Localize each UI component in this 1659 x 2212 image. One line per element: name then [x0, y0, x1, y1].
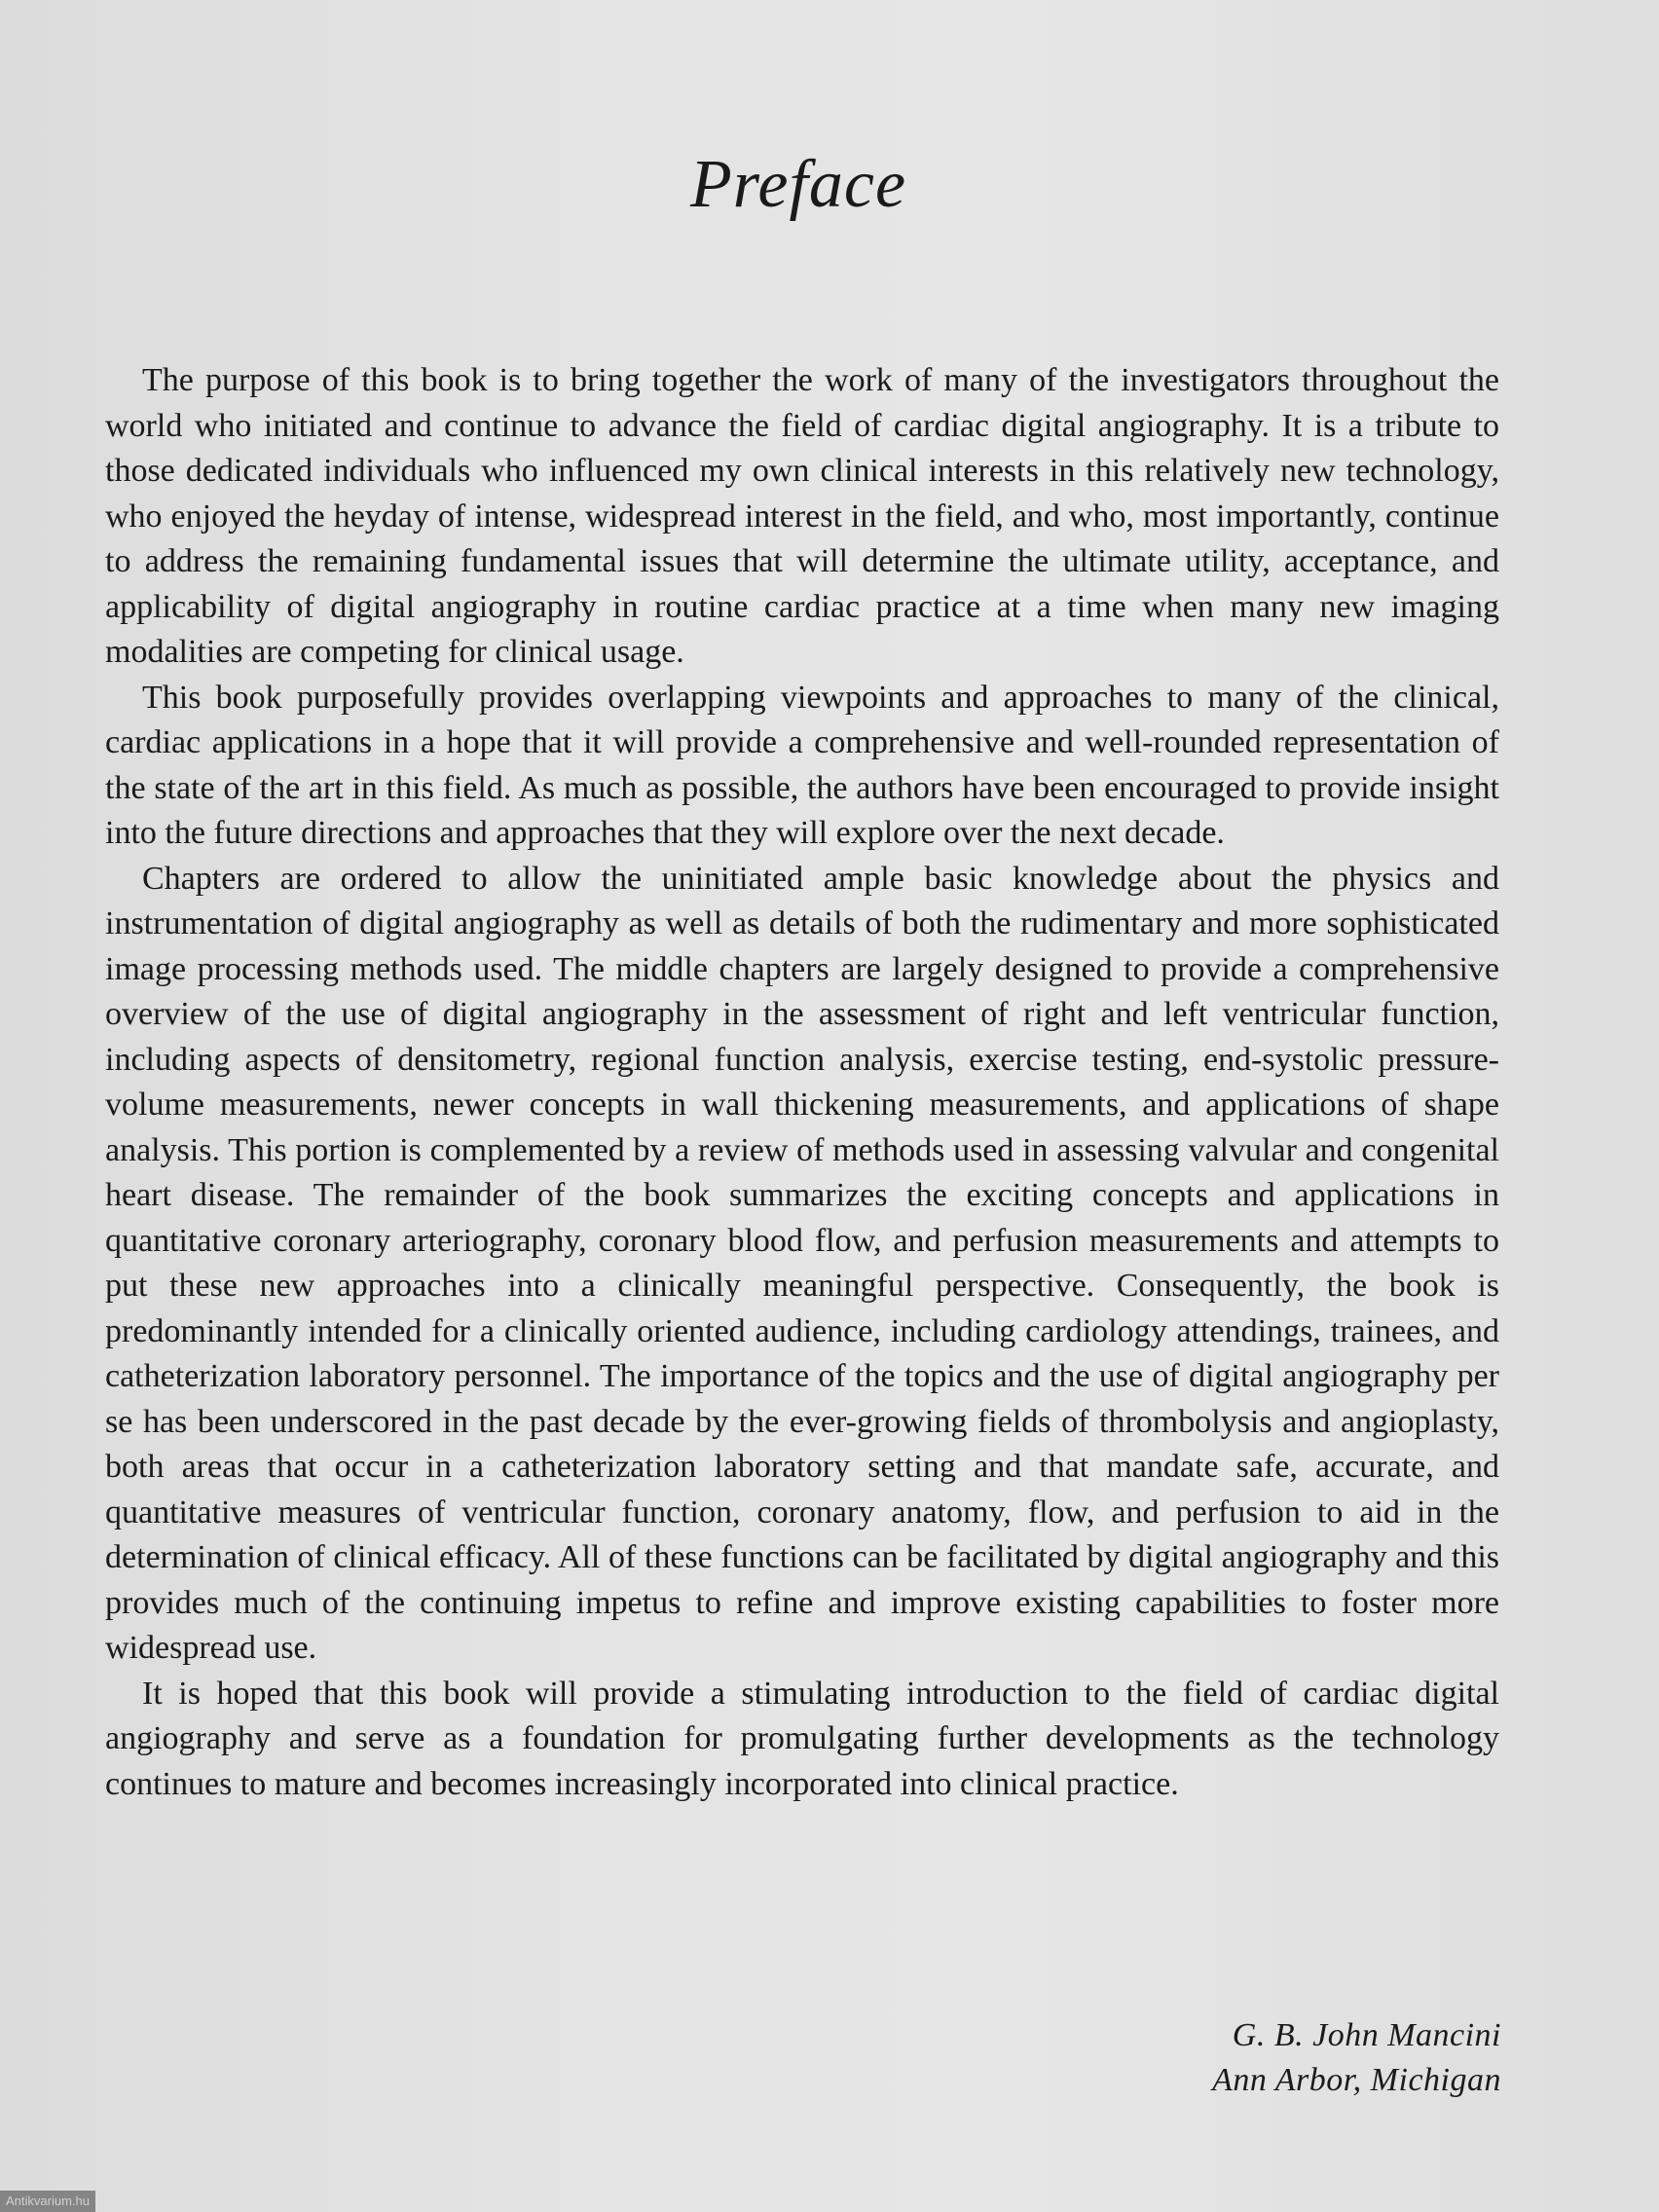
- author-location: Ann Arbor, Michigan: [1212, 2062, 1501, 2098]
- paragraph-3: Chapters are ordered to allow the uninitiated ample basic knowledge about the physics and instrumentation of digital angiography as well as details of both the rudimentary and more sophisticated image processing methods used. The middle chapters are largely designed to provide a comprehensive overview of the use of digital angiography in the assessment of right and left ventricular function, including aspects of densitometry, regional function analysis, exercise testing, end-systolic pressure-volume measurements, newer concepts in wall thickening measurements, and applications of shape analysis. This portion is complemented by a review of methods used in assessing valvular and congenital heart disease. The remainder of the book summarizes the exciting concepts and applications in quantitative coronary arteriography, coronary blood flow, and perfusion measurements and attempts to put these new approaches into a clinically meaningful perspective. Consequently, the book is predominantly intended for a clinically oriented audience, including cardiology attendings, trainees, and catheterization laboratory personnel. The importance of the topics and the use of digital angiography per se has been underscored in the past decade by the ever-growing fields of thrombolysis and angioplasty, both areas that occur in a catheterization laboratory setting and that mandate safe, accurate, and quantitative measures of ventricular function, coronary anatomy, flow, and perfusion to aid in the determination of clinical efficacy. All of these functions can be facilitated by digital angiography and this provides much of the continuing impetus to refine and improve existing capabilities to foster more widespread use.: [105, 860, 1499, 1666]
- preface-body: [105, 358, 1499, 1807]
- paragraph-4: It is hoped that this book will provide a stimulating introduction to the field of cardiac digital angiography and serve as a foundation for promulgating further developments as the technology continues to mature and becomes increasingly incorporated into clinical practice.: [105, 1675, 1499, 1802]
- paragraph-2: This book purposefully provides overlapping viewpoints and approaches to many of the clinical, cardiac applications in a hope that it will provide a comprehensive and well-rounded representation of the state of the art in this field. As much as possible, the authors have been encouraged to provide insight into the future directions and approaches that they will explore over the next decade.: [105, 679, 1499, 851]
- author-name: G. B. John Mancini: [1232, 2017, 1501, 2053]
- page-title: Preface: [689, 147, 907, 222]
- watermark-label: Antikvarium.hu: [0, 2191, 95, 2212]
- signature-block: [1212, 2013, 1501, 2103]
- paragraph-1: The purpose of this book is to bring together the work of many of the investigators throughout the world who initiated and continue to advance the field of cardiac digital angiography. It is a tribute to those dedicated individuals who influenced my own clinical interests in this relatively new technology, who enjoyed the heyday of intense, widespread interest in the field, and who, most importantly, continue to address the remaining fundamental issues that will determine the ultimate utility, acceptance, and applicability of digital angiography in routine cardiac practice at a time when many new imaging modalities are competing for clinical usage.: [105, 362, 1499, 670]
